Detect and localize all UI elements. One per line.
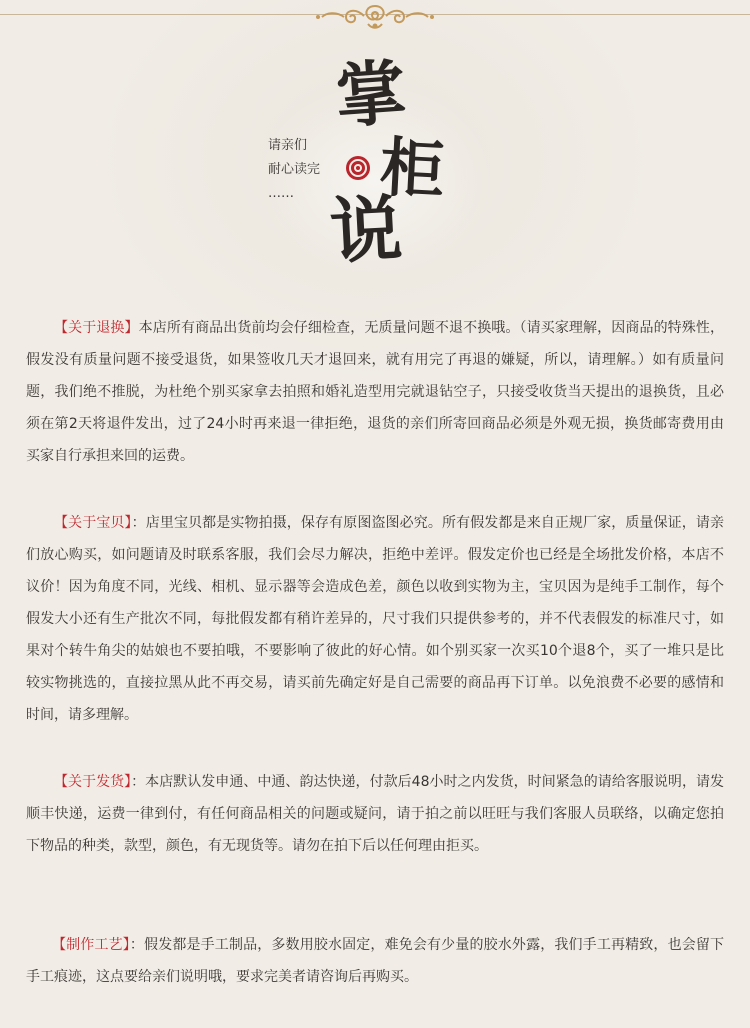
subtitle-line-1: 请亲们	[268, 138, 308, 153]
section-text: 本店所有商品出货前均会仔细检查，无质量问题不退不换哦。（请买家理解，因商品的特殊性，假发没有质量问题不接受退货，如果签收几天才退回来，就有用完了再退的嫌疑，所以，请理解。）如有质量问题，我们绝不推脱，为杜绝个别买家拿去拍照和婚礼造型用完就退钻空子，只接受收货当天提出的退换货，且必须在第2天将退件发出，过了24小时再来退一律拒绝，退货的亲们所寄回商品必须是外观无损，换货邮寄费用由买家自行承担来回的运费。	[26, 320, 724, 464]
section-text: ：本店默认发申通、中通、韵达快递，付款后48小时之内发货，时间紧急的请给客服说明，请发顺丰快递，运费一律到付，有任何商品相关的问题或疑问，请于拍之前以旺旺与我们客服人员联络，以确定您拍下物品的种类，款型，颜色，有无现货等。请勿在拍下后以任何理由拒买。	[26, 774, 725, 854]
title-char-3: 说	[327, 185, 405, 274]
title-char-1: 掌	[333, 50, 409, 139]
section-tag: 【关于退换】	[54, 320, 139, 336]
scroll-ornament-icon	[312, 2, 438, 32]
section-shipping	[26, 766, 724, 862]
section-tag: 【关于发货】	[54, 774, 132, 790]
red-seal-icon	[345, 155, 371, 181]
subtitle-line-3: ……	[268, 186, 294, 201]
section-craftsmanship	[26, 929, 724, 993]
subtitle-line-2: 耐心读完	[268, 162, 321, 177]
header-subtitle	[268, 134, 320, 206]
section-products	[26, 507, 724, 731]
title-char-2: 柜	[378, 130, 446, 209]
section-returns	[26, 312, 724, 472]
section-tag: 【制作工艺】	[52, 937, 130, 953]
section-tag: 【关于宝贝】	[54, 515, 132, 531]
section-text: ：假发都是手工制品，多数用胶水固定，难免会有少量的胶水外露，我们手工再精致，也会留下手工痕迹，这点要给亲们说明哦，要求完美者请咨询后再购买。	[26, 937, 725, 985]
section-text: ：店里宝贝都是实物拍摄，保存有原图盗图必究。所有假发都是来自正规厂家，质量保证，请亲们放心购买，如问题请及时联系客服，我们会尽力解决，拒绝中差评。假发定价也已经是全场批发价格，本店不议价！因为角度不同，光线、相机、显示器等会造成色差，颜色以收到实物为主，宝贝因为是纯手工制作，每个假发大小还有生产批次不同，每批假发都有稍许差异的，尺寸我们只提供参考的，并不代表假发的标准尺寸，如果对个转牛角尖的姑娘也不要拍哦，不要影响了彼此的好心情。如个别买家一次买10个退8个，买了一堆只是比较实物挑选的，直接拉黑从此不再交易，请买前先确定好是自己需要的商品再下订单。以免浪费不必要的感情和时间，请多理解。	[26, 515, 724, 723]
